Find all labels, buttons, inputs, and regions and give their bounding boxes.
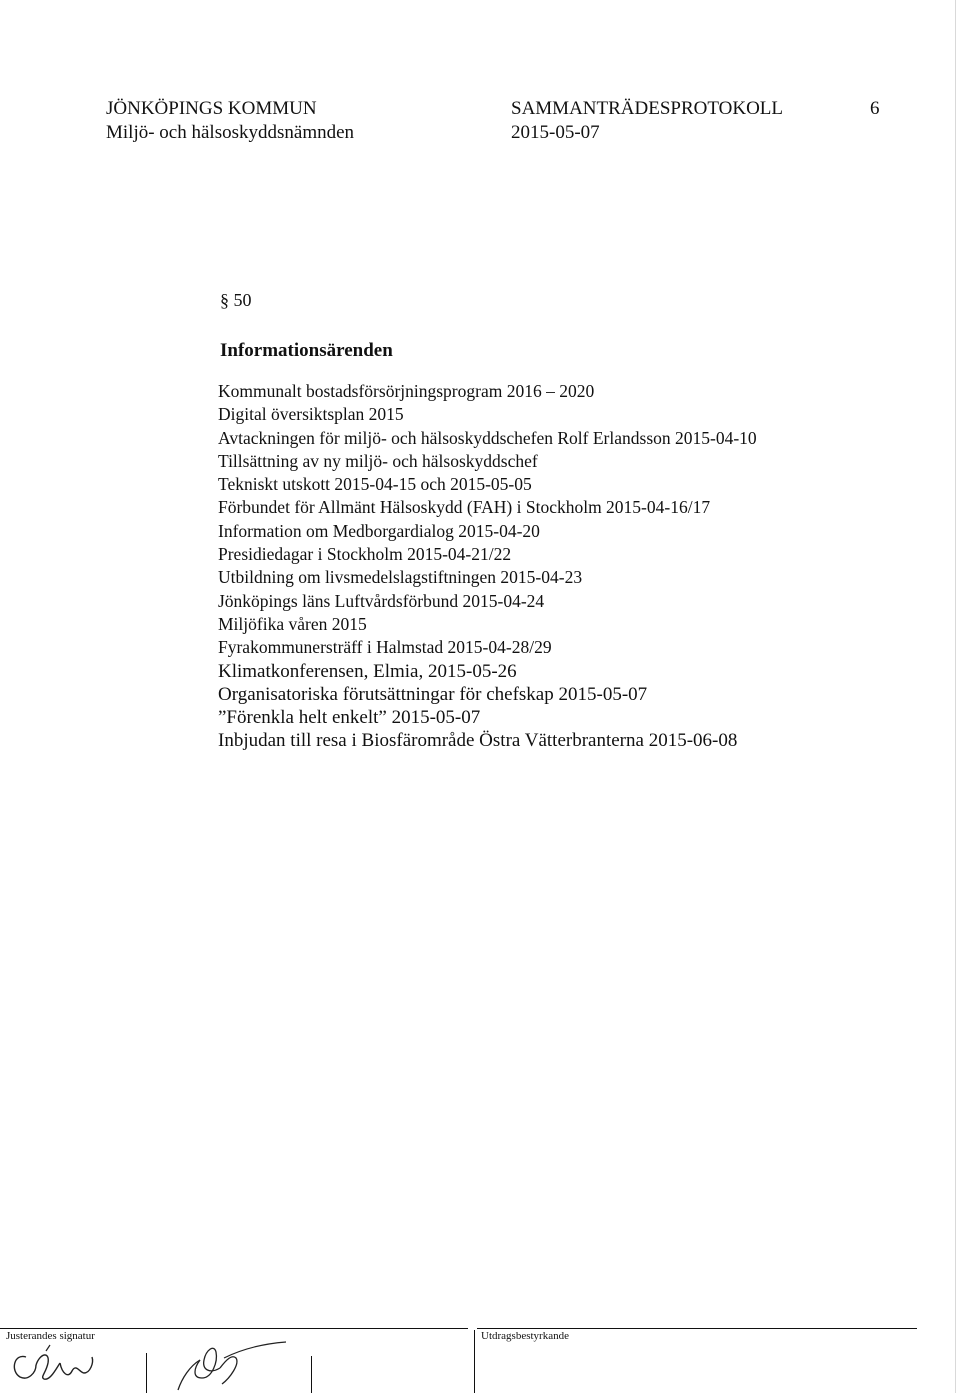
information-items-list [218,380,757,753]
list-item: Inbjudan till resa i Biosfärområde Östra Vätterbranterna 2015-06-08 [218,730,738,752]
handwritten-signature-1 [6,1343,116,1388]
list-item: Tillsättning av ny miljö- och hälsoskyddschef [218,450,538,471]
footer-column-divider [474,1330,475,1393]
list-item: Utbildning om livsmedelslagstiftningen 2015-04-23 [218,567,583,588]
list-item: Kommunalt bostadsförsörjningsprogram 2016 – 2020 [218,381,595,401]
handwritten-signature-2 [160,1338,300,1393]
header-organization [106,97,354,145]
signature-divider [146,1353,147,1393]
page-number: 6 [870,98,880,119]
extract-label: Utdragsbestyrkande [481,1330,569,1342]
header-document [511,97,783,145]
list-item: ”Förenkla helt enkelt” 2015-05-07 [218,707,481,729]
list-item: Jönköpings läns Luftvårdsförbund 2015-04-24 [218,590,545,611]
document-type: SAMMANTRÄDESPROTOKOLL [511,98,784,119]
board-name: Miljö- och hälsoskyddsnämnden [106,122,355,143]
list-item: Organisatoriska förutsättningar för chefskap 2015-05-07 [218,683,648,705]
footer-rule-left [0,1328,468,1329]
list-item: Tekniskt utskott 2015-04-15 och 2015-05-05 [218,474,532,495]
signature-divider [311,1356,312,1393]
municipality-name: JÖNKÖPINGS KOMMUN [106,98,317,119]
list-item: Information om Medborgardialog 2015-04-20 [218,520,540,541]
signature-label: Justerandes signatur [6,1330,95,1342]
list-item: Förbundet för Allmänt Hälsoskydd (FAH) i Stockholm 2015-04-16/17 [218,497,711,518]
page-edge [955,0,956,1393]
footer-rule-right [477,1328,917,1329]
list-item: Miljöfika våren 2015 [218,613,367,634]
section-title: Informationsärenden [220,340,393,361]
section-number: § 50 [220,290,252,310]
list-item: Klimatkonferensen, Elmia, 2015-05-26 [218,660,517,682]
meeting-date: 2015-05-07 [511,122,600,143]
list-item: Fyrakommunersträff i Halmstad 2015-04-28/29 [218,637,552,658]
list-item: Digital översiktsplan 2015 [218,404,404,425]
list-item: Avtackningen för miljö- och hälsoskyddschefen Rolf Erlandsson 2015-04-10 [218,427,757,448]
list-item: Presidiedagar i Stockholm 2015-04-21/22 [218,544,512,565]
